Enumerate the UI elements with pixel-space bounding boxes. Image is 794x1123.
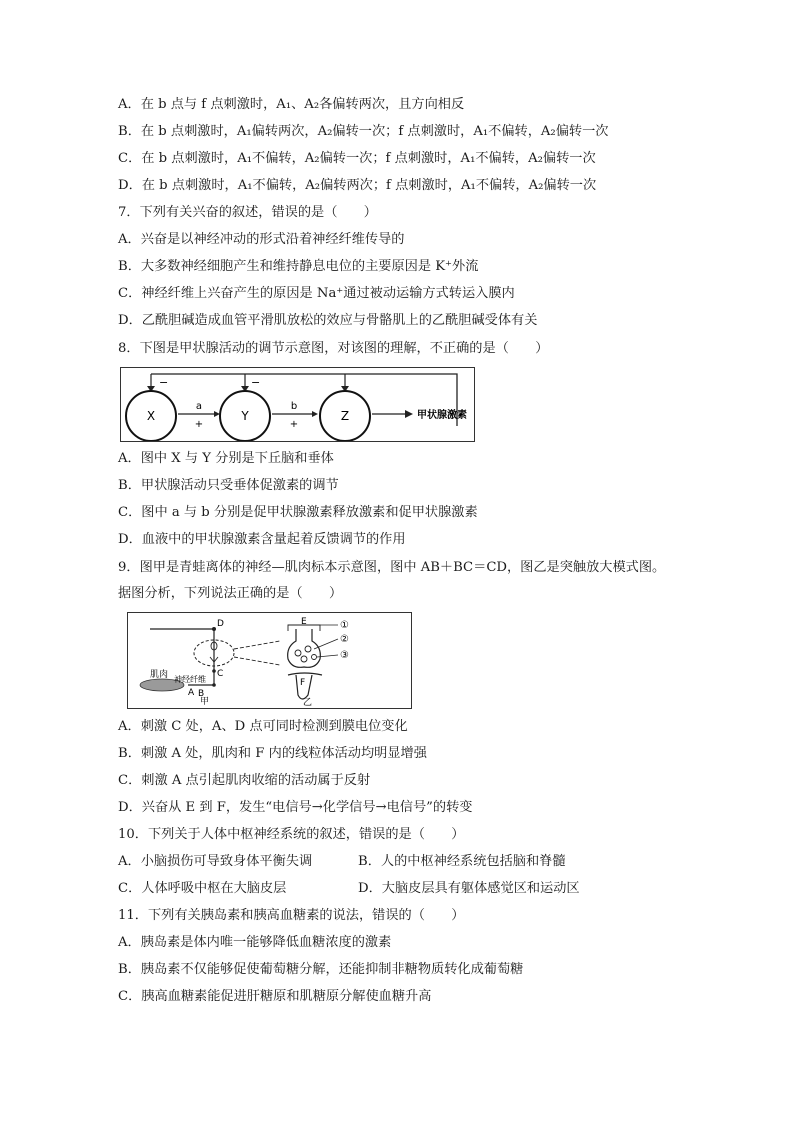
thyroid-regulation-diagram	[120, 367, 475, 442]
label-jia: 甲	[200, 697, 210, 707]
point-c: C	[217, 669, 224, 679]
arrow-b	[312, 411, 318, 417]
label-f: F	[300, 678, 306, 688]
q7-option-b: B．大多数神经细胞产生和维持静息电位的主要原因是 K⁺外流	[118, 259, 479, 274]
q10-option-b: B．人的中枢神经系统包括脑和脊髓	[358, 854, 566, 869]
q7-option-d: D．乙酰胆碱造成血管平滑肌放松的效应与骨骼肌上的乙酰胆碱受体有关	[118, 313, 538, 328]
minus-x: −	[159, 376, 169, 389]
nerve-muscle-diagram	[127, 612, 412, 709]
q9-option-c: C．刺激 A 点引起肌肉收缩的活动属于反射	[118, 773, 371, 788]
q8-stem: 8．下图是甲状腺活动的调节示意图，对该图的理解，不正确的是（ ）	[118, 341, 549, 356]
q11-option-a: A．胰岛素是体内唯一能够降低血糖浓度的激素	[118, 935, 392, 950]
q8-option-d: D．血液中的甲状腺激素含量起着反馈调节的作用	[118, 532, 406, 547]
q7-option-a: A．兴奋是以神经冲动的形式沿着神经纤维传导的	[118, 232, 405, 247]
q6-option-d: D．在 b 点刺激时，A₁不偏转，A₂偏转两次；f 点刺激时，A₁不偏转，A₂偏转一次	[118, 178, 597, 193]
marker-1: ①	[340, 620, 349, 631]
q9-option-b: B．刺激 A 处，肌肉和 F 内的线粒体活动均明显增强	[118, 746, 427, 761]
q10-option-a: A．小脑损伤可导致身体平衡失调	[118, 854, 313, 869]
node-y-label: Y	[241, 409, 249, 423]
marker-3: ③	[340, 650, 349, 661]
q6-option-c: C．在 b 点刺激时，A₁不偏转，A₂偏转一次；f 点刺激时，A₁不偏转，A₂偏转一次	[118, 151, 596, 166]
node-x-label: X	[146, 409, 156, 423]
q9-option-d: D．兴奋从 E 到 F，发生“电信号→化学信号→电信号”的转变	[118, 800, 473, 815]
q10-stem: 10．下列关于人体中枢神经系统的叙述，错误的是（ ）	[118, 827, 465, 842]
q7-stem: 7．下列有关兴奋的叙述，错误的是（ ）	[118, 205, 377, 220]
label-a: a	[195, 401, 203, 412]
q9-stem-line2: 据图分析，下列说法正确的是（ ）	[118, 586, 343, 601]
point-b: B	[198, 689, 205, 699]
q11-option-b: B．胰岛素不仅能够促使葡萄糖分解，还能抑制非糖物质转化成葡萄糖	[118, 962, 524, 977]
output-label: 甲状腺激素	[417, 410, 467, 421]
fiber-label: 神经纤维	[174, 675, 206, 684]
label-b: b	[290, 401, 298, 412]
q8-option-c: C．图中 a 与 b 分别是促甲状腺激素释放激素和促甲状腺激素	[118, 505, 478, 520]
q10-option-c: C．人体呼吸中枢在大脑皮层	[118, 881, 287, 896]
point-a: A	[188, 688, 195, 698]
q8-option-a: A．图中 X 与 Y 分别是下丘脑和垂体	[118, 451, 334, 466]
node-z-label: Z	[340, 409, 350, 423]
minus-y: −	[251, 376, 261, 389]
q10-option-d: D．大脑皮层具有躯体感觉区和运动区	[358, 881, 580, 896]
label-e: E	[301, 617, 307, 627]
point-d: D	[217, 619, 224, 629]
q6-option-a: A．在 b 点与 f 点刺激时，A₁、A₂各偏转两次，且方向相反	[118, 97, 465, 112]
q6-option-b: B．在 b 点刺激时，A₁偏转两次，A₂偏转一次；f 点刺激时，A₁不偏转，A₂偏转一次	[118, 124, 609, 139]
marker-2: ②	[340, 634, 349, 645]
q11-option-c: C．胰高血糖素能促进肝糖原和肌糖原分解使血糖升高	[118, 989, 432, 1004]
q7-option-c: C．神经纤维上兴奋产生的原因是 Na⁺通过被动运输方式转运入膜内	[118, 286, 515, 301]
arrow-output	[405, 410, 413, 418]
label-yi: 乙	[303, 698, 313, 708]
q9-stem-line1: 9．图甲是青蛙离体的神经—肌肉标本示意图，图中 AB＋BC＝CD，图乙是突触放大模式图。	[118, 560, 666, 575]
q11-stem: 11．下列有关胰岛素和胰高血糖素的说法，错误的（ ）	[118, 908, 465, 923]
q8-option-b: B．甲状腺活动只受垂体促激素的调节	[118, 478, 339, 493]
muscle-label: 肌肉	[150, 670, 169, 680]
plus-b: +	[289, 419, 299, 430]
plus-a: +	[194, 419, 204, 430]
q9-option-a: A．刺激 C 处，A、D 点可同时检测到膜电位变化	[118, 719, 408, 734]
